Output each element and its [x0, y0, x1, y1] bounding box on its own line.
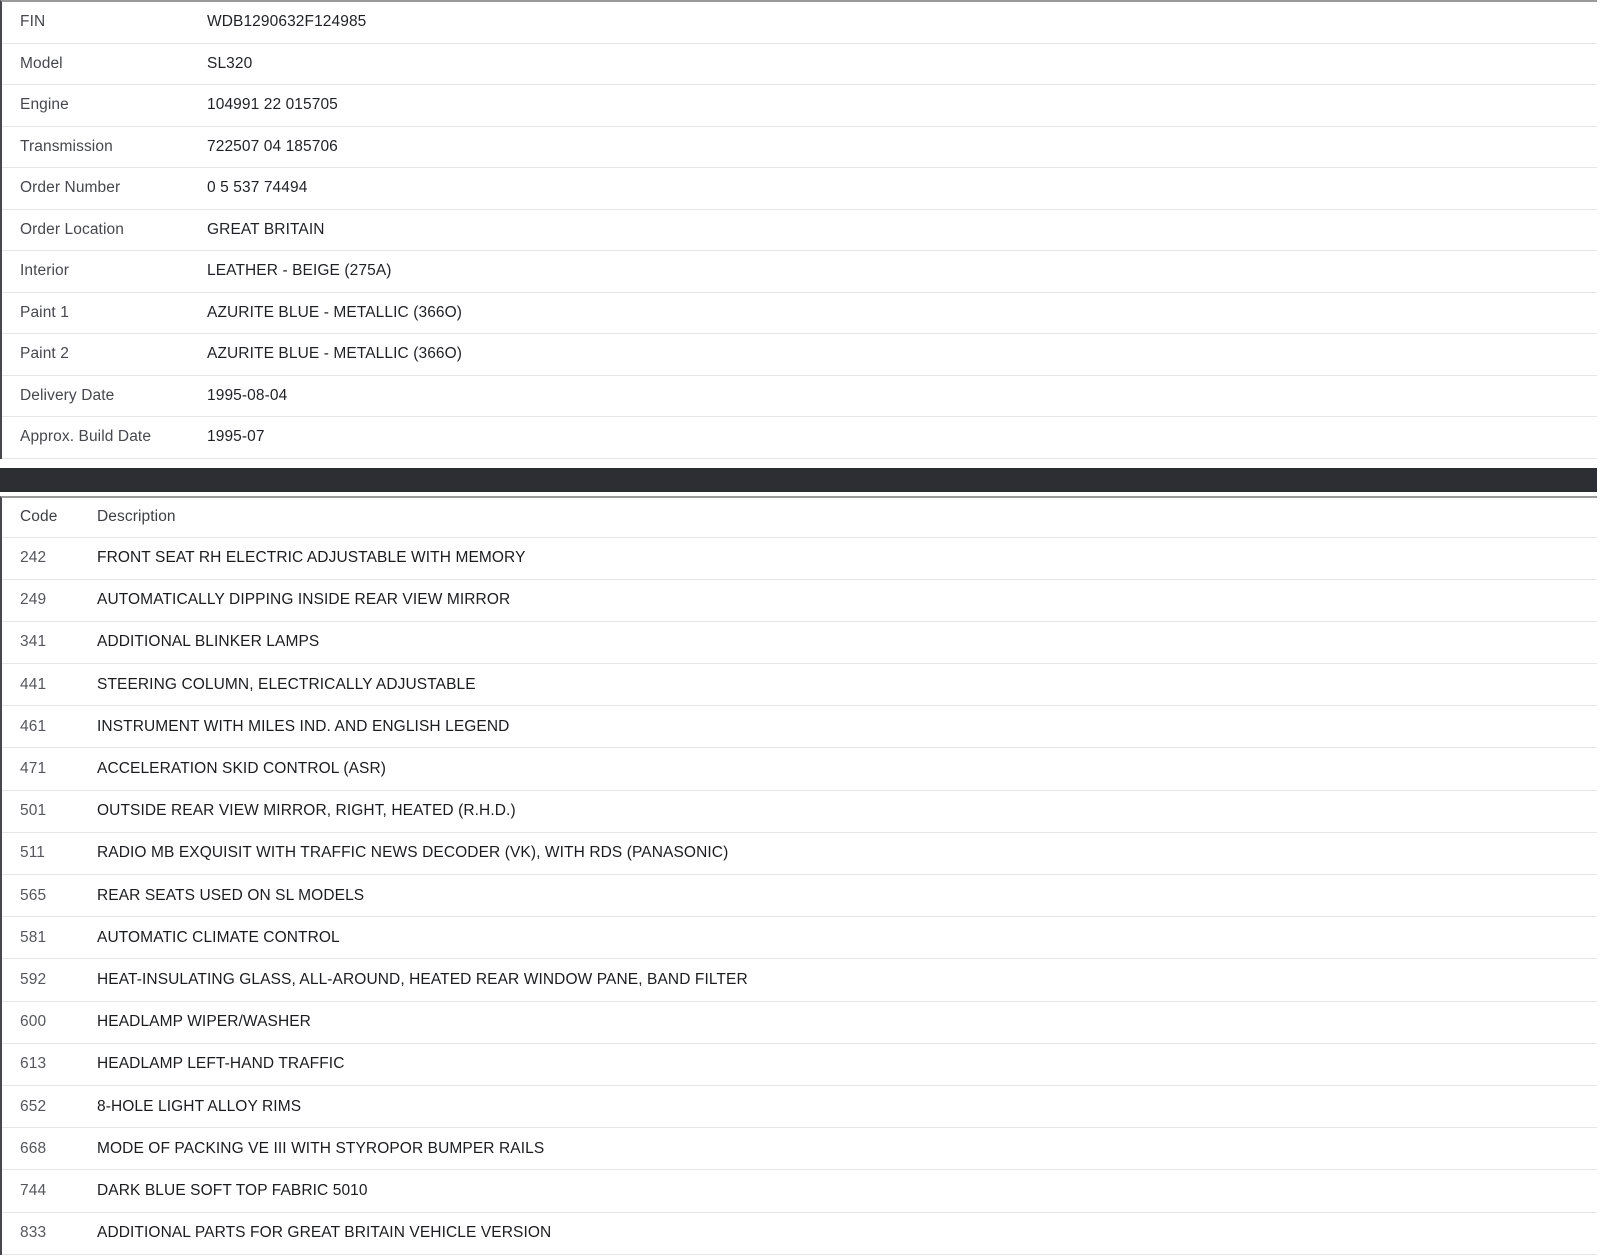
option-code: 613 [20, 1055, 47, 1073]
option-code: 592 [20, 970, 47, 988]
option-code: 565 [20, 886, 47, 904]
option-description: 8-HOLE LIGHT ALLOY RIMS [97, 1097, 302, 1115]
codes-header-row [2, 498, 1597, 538]
info-label: Engine [20, 96, 69, 114]
option-description: MODE OF PACKING VE III WITH STYROPOR BUMPER RAILS [97, 1139, 545, 1157]
vehicle-info-table [0, 0, 1597, 459]
option-code: 441 [20, 675, 47, 693]
option-description: ADDITIONAL PARTS FOR GREAT BRITAIN VEHICLE VERSION [97, 1224, 552, 1242]
option-description: FRONT SEAT RH ELECTRIC ADJUSTABLE WITH MEMORY [97, 549, 526, 567]
info-label: Order Number [20, 179, 121, 197]
info-row-fin [2, 2, 1597, 44]
option-row [2, 748, 1597, 790]
option-row [2, 1086, 1597, 1128]
option-row [2, 664, 1597, 706]
option-row [2, 1002, 1597, 1044]
info-label: Paint 1 [20, 303, 69, 321]
info-label: Model [20, 54, 63, 72]
info-label: Paint 2 [20, 345, 69, 363]
option-description: DARK BLUE SOFT TOP FABRIC 5010 [97, 1181, 368, 1199]
info-value: 104991 22 015705 [207, 96, 338, 114]
info-row-transmission [2, 127, 1597, 169]
option-code: 600 [20, 1013, 47, 1031]
option-code: 652 [20, 1097, 47, 1115]
option-description: AUTOMATIC CLIMATE CONTROL [97, 928, 340, 946]
option-code: 461 [20, 717, 47, 735]
option-row [2, 1170, 1597, 1212]
info-value: AZURITE BLUE - METALLIC (366O) [207, 345, 463, 363]
option-description: ACCELERATION SKID CONTROL (ASR) [97, 760, 387, 778]
code-column-header: Code [20, 508, 58, 525]
info-label: Order Location [20, 220, 124, 238]
option-row [2, 538, 1597, 580]
option-row [2, 1128, 1597, 1170]
option-code: 501 [20, 802, 47, 820]
option-row [2, 791, 1597, 833]
option-description: STEERING COLUMN, ELECTRICALLY ADJUSTABLE [97, 675, 476, 693]
info-value: WDB1290632F124985 [207, 13, 367, 31]
info-label: Interior [20, 262, 70, 280]
option-description: RADIO MB EXQUISIT WITH TRAFFIC NEWS DECODER (VK), WITH RDS (PANASONIC) [97, 844, 729, 862]
option-code: 581 [20, 928, 47, 946]
info-value: 722507 04 185706 [207, 137, 338, 155]
info-row-paint-2 [2, 334, 1597, 376]
option-description: HEAT-INSULATING GLASS, ALL-AROUND, HEATED REAR WINDOW PANE, BAND FILTER [97, 970, 748, 988]
option-description: HEADLAMP WIPER/WASHER [97, 1013, 311, 1031]
option-description: ADDITIONAL BLINKER LAMPS [97, 633, 320, 651]
equipment-codes-table [0, 496, 1597, 1255]
option-code: 833 [20, 1224, 47, 1242]
option-description: INSTRUMENT WITH MILES IND. AND ENGLISH LEGEND [97, 717, 510, 735]
info-row-delivery-date [2, 376, 1597, 418]
info-row-interior [2, 251, 1597, 293]
option-row [2, 1044, 1597, 1086]
info-value: 1995-07 [207, 428, 265, 446]
option-description: REAR SEATS USED ON SL MODELS [97, 886, 365, 904]
info-row-build-date [2, 417, 1597, 459]
option-code: 249 [20, 591, 47, 609]
info-row-model [2, 44, 1597, 86]
option-row [2, 622, 1597, 664]
info-label: Approx. Build Date [20, 428, 152, 446]
description-column-header: Description [97, 508, 176, 525]
section-divider-bar [0, 468, 1597, 492]
option-row [2, 580, 1597, 622]
option-description: OUTSIDE REAR VIEW MIRROR, RIGHT, HEATED (R.H.D.) [97, 802, 516, 820]
option-description: AUTOMATICALLY DIPPING INSIDE REAR VIEW MIRROR [97, 591, 511, 609]
info-label: Transmission [20, 137, 113, 155]
option-row [2, 959, 1597, 1001]
option-row [2, 917, 1597, 959]
info-value: SL320 [207, 54, 253, 72]
info-row-order-number [2, 168, 1597, 210]
option-row [2, 1213, 1597, 1255]
option-description: HEADLAMP LEFT-HAND TRAFFIC [97, 1055, 345, 1073]
info-label: FIN [20, 13, 46, 31]
option-row [2, 833, 1597, 875]
option-code: 744 [20, 1181, 47, 1199]
info-value: GREAT BRITAIN [207, 220, 325, 238]
option-code: 668 [20, 1139, 47, 1157]
info-row-order-location [2, 210, 1597, 252]
info-value: 0 5 537 74494 [207, 179, 308, 197]
option-code: 471 [20, 760, 47, 778]
info-value: AZURITE BLUE - METALLIC (366O) [207, 303, 463, 321]
option-code: 511 [20, 844, 46, 862]
option-code: 341 [20, 633, 47, 651]
info-row-engine [2, 85, 1597, 127]
info-value: 1995-08-04 [207, 386, 288, 404]
option-row [2, 875, 1597, 917]
option-code: 242 [20, 549, 47, 567]
info-value: LEATHER - BEIGE (275A) [207, 262, 392, 280]
option-row [2, 706, 1597, 748]
info-label: Delivery Date [20, 386, 115, 404]
info-row-paint-1 [2, 293, 1597, 335]
